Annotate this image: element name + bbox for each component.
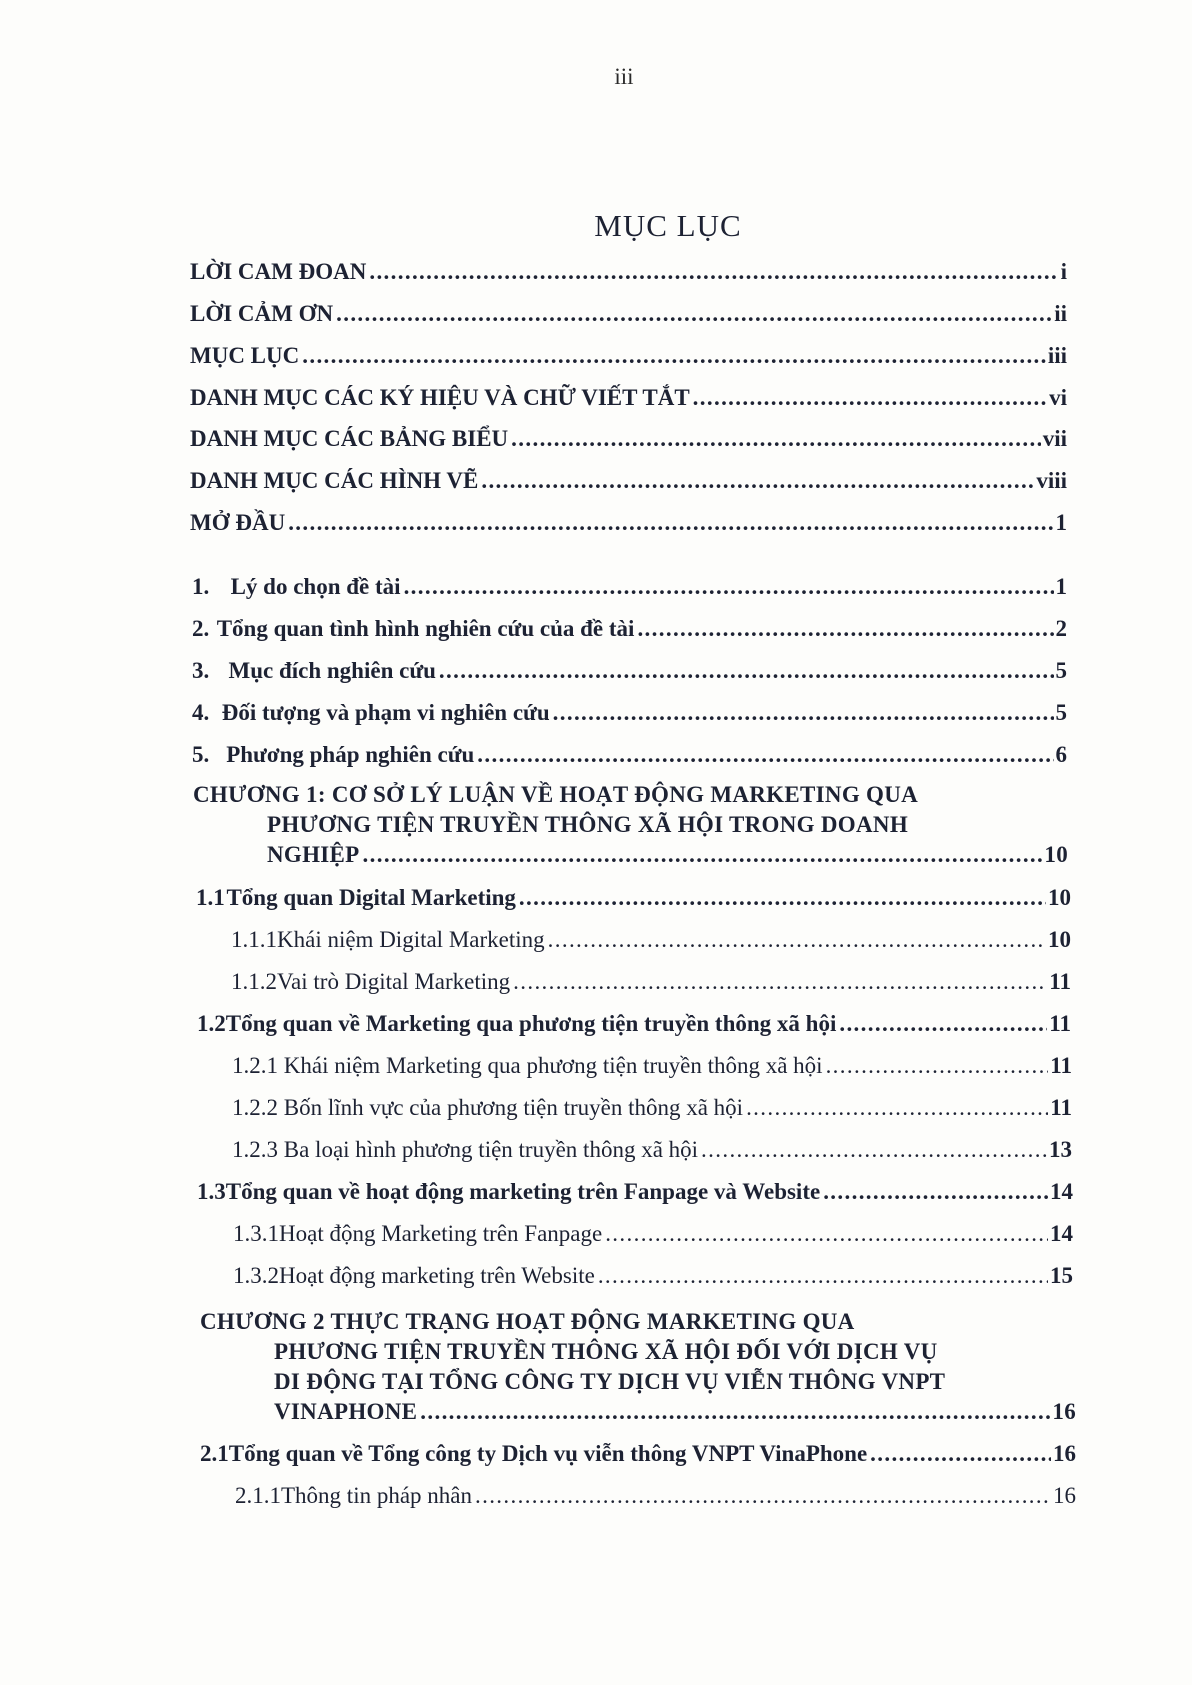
toc-entry-1-3-1[interactable] bbox=[233, 1219, 1073, 1249]
toc-entry-text: Tổng quan về hoạt động marketing trên Fanpage và Website bbox=[225, 1179, 821, 1204]
toc-entry-text: Hoạt động Marketing trên Fanpage bbox=[279, 1221, 603, 1246]
toc-entry-text: Phương pháp nghiên cứu bbox=[226, 742, 475, 767]
toc-entry-number: 2. bbox=[192, 616, 210, 641]
toc-entry-intro-2[interactable] bbox=[192, 614, 1067, 644]
toc-page-number: 11 bbox=[1049, 1011, 1071, 1036]
toc-entry-loi-cam-doan[interactable] bbox=[190, 257, 1067, 287]
toc-entry-1-2-3[interactable] bbox=[232, 1135, 1072, 1165]
toc-entry-text: MỞ ĐẦU bbox=[190, 510, 286, 535]
toc-entry-1-2-1[interactable] bbox=[232, 1051, 1072, 1081]
toc-entry-chapter-2[interactable] bbox=[200, 1307, 1076, 1427]
toc-entry-danh-muc-ky-hieu[interactable] bbox=[190, 383, 1067, 413]
toc-entry-muc-luc[interactable] bbox=[190, 341, 1067, 371]
dot-leader bbox=[404, 572, 1054, 602]
chapter-title-line: CHƯƠNG 2 THỰC TRẠNG HOẠT ĐỘNG MARKETING QUA bbox=[200, 1309, 855, 1334]
toc-page-number: 1 bbox=[1055, 510, 1067, 535]
toc-entry-number: 2.1 bbox=[200, 1441, 229, 1466]
toc-entry-text: NGHIỆP bbox=[267, 842, 360, 867]
toc-entry-number: 1.3.2 bbox=[233, 1263, 279, 1288]
chapter-title-line: CHƯƠNG 1: CƠ SỞ LÝ LUẬN VỀ HOẠT ĐỘNG MARKETING QUA bbox=[193, 782, 919, 807]
toc-entry-danh-muc-hinh-ve[interactable] bbox=[190, 466, 1067, 496]
toc-entry-1-1[interactable] bbox=[196, 883, 1071, 913]
dot-leader bbox=[477, 740, 1053, 770]
toc-entry-number: 4. bbox=[192, 700, 210, 725]
toc-entry-chapter-1[interactable] bbox=[193, 780, 1068, 870]
toc-entry-danh-muc-bang-bieu[interactable] bbox=[190, 424, 1067, 454]
dot-leader bbox=[511, 424, 1041, 454]
toc-entry-number: 1. bbox=[192, 574, 210, 599]
toc-entry-text: VINAPHONE bbox=[274, 1399, 418, 1424]
chapter-title-line: DI ĐỘNG TẠI TỔNG CÔNG TY DỊCH VỤ VIỄN THÔNG VNPT bbox=[274, 1369, 946, 1394]
dot-leader bbox=[548, 925, 1046, 955]
toc-entry-text: Thông tin pháp nhân bbox=[281, 1483, 472, 1508]
toc-entry-number: 1.1 bbox=[196, 885, 225, 910]
dot-leader bbox=[288, 508, 1053, 538]
toc-entry-intro-3[interactable] bbox=[192, 656, 1067, 686]
toc-entry-1-3-2[interactable] bbox=[233, 1261, 1073, 1291]
toc-entry-1-3[interactable] bbox=[197, 1177, 1073, 1207]
dot-leader bbox=[439, 656, 1054, 686]
toc-entry-2-1[interactable] bbox=[200, 1439, 1076, 1469]
dot-leader bbox=[605, 1219, 1048, 1249]
dot-leader bbox=[693, 383, 1047, 413]
toc-entry-text: 1.2.2 Bốn lĩnh vực của phương tiện truyền thông xã hội bbox=[232, 1095, 744, 1120]
toc-entry-number: 1.3.1 bbox=[233, 1221, 279, 1246]
dot-leader bbox=[870, 1439, 1051, 1469]
toc-page-number: 10 bbox=[1048, 927, 1071, 952]
toc-entry-1-1-2[interactable] bbox=[231, 967, 1071, 997]
toc-page-number: i bbox=[1060, 259, 1067, 284]
toc-page-number: 5 bbox=[1055, 658, 1067, 683]
toc-entry-text: Lý do chọn đề tài bbox=[230, 574, 401, 599]
toc-entry-1-2-2[interactable] bbox=[232, 1093, 1072, 1123]
toc-entry-text: MỤC LỤC bbox=[190, 343, 300, 368]
toc-entry-number: 1.2 bbox=[197, 1011, 226, 1036]
dot-leader bbox=[302, 341, 1046, 371]
toc-entry-number: 3. bbox=[192, 658, 210, 683]
toc-page-number: iii bbox=[1047, 343, 1067, 368]
toc-page-number: 13 bbox=[1049, 1137, 1072, 1162]
toc-page-number: 14 bbox=[1050, 1179, 1073, 1204]
chapter-title-line: PHƯƠNG TIỆN TRUYỀN THÔNG XÃ HỘI TRONG DOANH bbox=[267, 812, 909, 837]
toc-entry-1-2[interactable] bbox=[197, 1009, 1071, 1039]
dot-leader bbox=[701, 1135, 1047, 1165]
toc-entry-intro-5[interactable] bbox=[192, 740, 1067, 770]
toc-entry-intro-1[interactable] bbox=[192, 572, 1067, 602]
toc-entry-1-1-1[interactable] bbox=[231, 925, 1071, 955]
toc-page-number: 16 bbox=[1053, 1441, 1076, 1466]
toc-entry-number: 1.1.1 bbox=[231, 927, 277, 952]
toc-entry-number: 1.1.2 bbox=[231, 969, 277, 994]
toc-entry-text: DANH MỤC CÁC BẢNG BIỂU bbox=[190, 426, 509, 451]
dot-leader bbox=[363, 840, 1043, 870]
toc-entry-text: Tổng quan Digital Marketing bbox=[226, 885, 516, 910]
toc-entry-text: Tổng quan về Marketing qua phương tiện truyền thông xã hội bbox=[225, 1011, 837, 1036]
dot-leader bbox=[513, 967, 1047, 997]
toc-entry-text: DANH MỤC CÁC KÝ HIỆU VÀ CHỮ VIẾT TẮT bbox=[190, 385, 690, 410]
dot-leader bbox=[475, 1481, 1051, 1511]
toc-page-number: 10 bbox=[1048, 885, 1071, 910]
toc-entry-text: Khái niệm Digital Marketing bbox=[277, 927, 545, 952]
toc-entry-2-1-1[interactable] bbox=[235, 1481, 1076, 1511]
toc-page-number: vi bbox=[1049, 385, 1067, 410]
toc-page-number: 14 bbox=[1050, 1221, 1073, 1246]
toc-page-number: 11 bbox=[1049, 969, 1071, 994]
toc-page-number: ii bbox=[1054, 301, 1067, 326]
dot-leader bbox=[369, 257, 1058, 287]
dot-leader bbox=[420, 1397, 1050, 1427]
toc-entry-text: Tổng quan về Tổng công ty Dịch vụ viễn thông VNPT VinaPhone bbox=[228, 1441, 868, 1466]
toc-page-number: 10 bbox=[1044, 842, 1068, 867]
dot-leader bbox=[746, 1093, 1048, 1123]
dot-leader bbox=[839, 1009, 1047, 1039]
toc-page-number: 2 bbox=[1055, 616, 1067, 641]
dot-leader bbox=[826, 1051, 1049, 1081]
dot-leader bbox=[336, 299, 1052, 329]
toc-page-number: vii bbox=[1042, 426, 1067, 451]
toc-page-number: 15 bbox=[1050, 1263, 1073, 1288]
toc-entry-text: 1.2.1 Khái niệm Marketing qua phương tiện truyền thông xã hội bbox=[232, 1053, 823, 1078]
toc-page-number: 5 bbox=[1055, 700, 1067, 725]
page-number: iii bbox=[614, 64, 634, 89]
toc-entry-number: 2.1.1 bbox=[235, 1483, 281, 1508]
toc-page-number: 11 bbox=[1050, 1053, 1072, 1078]
dot-leader bbox=[637, 614, 1053, 644]
toc-entry-text: 1.2.3 Ba loại hình phương tiện truyền thông xã hội bbox=[232, 1137, 699, 1162]
toc-entry-intro-4[interactable] bbox=[192, 698, 1067, 728]
toc-entry-mo-dau[interactable] bbox=[190, 508, 1067, 538]
toc-entry-text: Hoạt động marketing trên Website bbox=[279, 1263, 595, 1288]
toc-entry-number: 1.3 bbox=[197, 1179, 226, 1204]
toc-entry-text: LỜI CẢM ƠN bbox=[190, 301, 334, 326]
toc-entry-text: LỜI CAM ĐOAN bbox=[190, 259, 367, 284]
toc-page-number: 6 bbox=[1055, 742, 1067, 767]
toc-page-number: 16 bbox=[1052, 1399, 1076, 1424]
toc-entry-text: Đối tượng và phạm vi nghiên cứu bbox=[221, 700, 550, 725]
toc-entry-loi-cam-on[interactable] bbox=[190, 299, 1067, 329]
toc-entry-text: Tổng quan tình hình nghiên cứu của đề tài bbox=[216, 616, 635, 641]
toc-entry-text: DANH MỤC CÁC HÌNH VẼ bbox=[190, 468, 479, 493]
toc-entry-text: Vai trò Digital Marketing bbox=[277, 969, 511, 994]
dot-leader bbox=[481, 466, 1034, 496]
toc-page-number: 11 bbox=[1050, 1095, 1072, 1120]
toc-page-number: viii bbox=[1036, 468, 1067, 493]
toc-page-number: 1 bbox=[1055, 574, 1067, 599]
dot-leader bbox=[553, 698, 1054, 728]
chapter-title-line: PHƯƠNG TIỆN TRUYỀN THÔNG XÃ HỘI ĐỐI VỚI DỊCH VỤ bbox=[274, 1339, 938, 1364]
dot-leader bbox=[519, 883, 1046, 913]
page-title: MỤC LỤC bbox=[594, 208, 742, 243]
toc-entry-text: Mục đích nghiên cứu bbox=[228, 658, 436, 683]
toc-page-number: 16 bbox=[1053, 1483, 1076, 1508]
toc-entry-number: 5. bbox=[192, 742, 210, 767]
dot-leader bbox=[598, 1261, 1048, 1291]
dot-leader bbox=[823, 1177, 1048, 1207]
